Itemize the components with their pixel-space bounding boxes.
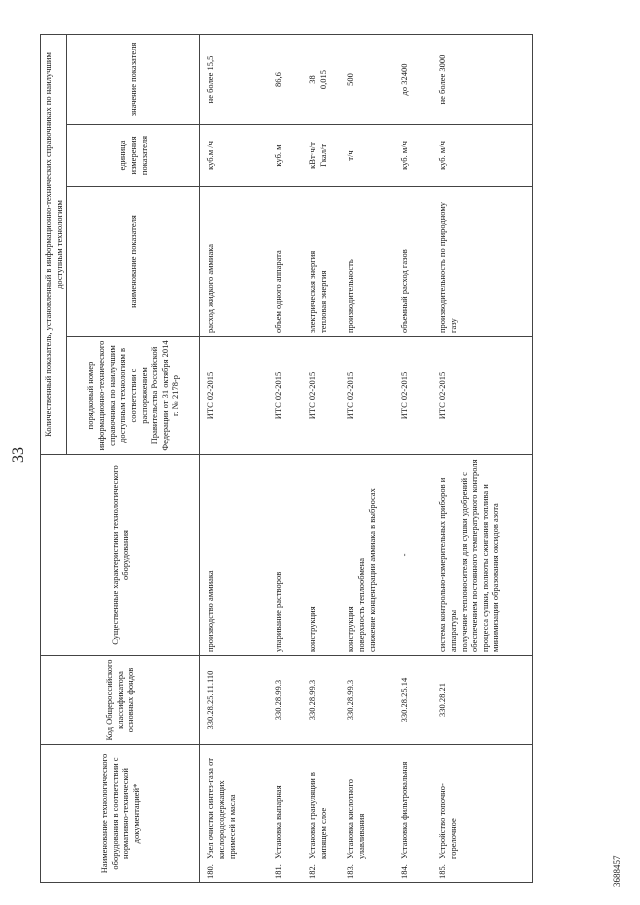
row-number: 181. [273,864,284,879]
indicator-name: электрическая энергия [307,250,318,333]
row-number: 182. [307,864,318,879]
characteristics-cell [340,455,394,656]
equipment-name: Устройство топочно-горелочное [437,783,458,859]
okof-code: 330.28.25.11.110 [200,656,269,745]
okof-code: 330.28.99.3 [268,656,302,745]
unit-cell [268,125,302,187]
row-number: 183. [345,864,356,879]
value-text: 38 [307,75,318,84]
unit-cell [200,125,269,187]
characteristic-text: конструкция [307,606,318,652]
its-number: ИТС 02-2015 [268,337,302,455]
value-cell [268,34,302,124]
document-code: 3688457 [612,855,622,887]
unit-text: кВт·ч/т [307,142,318,169]
header-equipment-name: Наименование технологического оборудования в соответствии с нормативно-технической документацией* [41,745,200,883]
characteristics-cell [268,455,302,656]
value-cell [394,34,432,124]
characteristics-cell [432,455,533,656]
unit-cell [340,125,394,187]
indicator-name: объемный расход газов [399,249,410,333]
equipment-name-cell [268,745,302,883]
characteristics-cell [394,455,432,656]
its-number: ИТС 02-2015 [340,337,394,455]
equipment-name-cell [432,745,533,883]
equipment-name: Установка кислотного улавливания [345,779,366,859]
equipment-name: Установка выпарная [273,785,284,859]
characteristic-text: снижение концентрации аммиака в выбросах [366,488,377,652]
equipment-name: Установка грануляции в кипящем слое [307,772,328,859]
value-text: 500 [345,73,356,86]
equipment-name-cell [394,745,432,883]
characteristic-text: система контрольно-измерительных приборов и аппаратуры [437,477,458,652]
equipment-name: Установка фильтровальная [399,761,410,859]
characteristic-text: поверхность теплообмена [355,557,366,652]
characteristic-text: - [399,553,410,557]
equipment-name-cell [340,745,394,883]
indicator-cell [340,187,394,337]
header-characteristics: Существенные характеристики технологического оборудования [41,455,200,656]
characteristics-cell [200,455,269,656]
equipment-table [40,34,533,883]
row-number: 180. [205,864,216,879]
okof-code: 330.28.21 [432,656,533,745]
unit-text: т/ч [345,150,356,161]
characteristic-text: получение теплоносителя для сушки удобрений с обеспечением постоянного температурного контроля процесса сушки, полноты сжигания топлива и минимизации образования оксидов азота [458,459,501,652]
characteristic-text: упаривание растворов [273,571,284,652]
table-row [432,34,533,882]
value-cell [200,34,269,124]
indicator-cell [200,187,269,337]
row-number: 184. [399,864,410,879]
header-unit: единица измерения показателя [67,125,200,187]
unit-cell [302,125,340,187]
its-number: ИТС 02-2015 [200,337,269,455]
equipment-name-cell [200,745,269,883]
table-row [394,34,432,882]
indicator-cell [268,187,302,337]
unit-cell [432,125,533,187]
unit-text: Гкал/т [317,143,328,168]
page-number: 33 [10,447,27,463]
value-text: не более 3000 [437,54,448,105]
equipment-name-cell [302,745,340,883]
characteristics-cell [302,455,340,656]
unit-text: куб. м/ч [437,141,448,170]
row-number: 185. [437,864,448,879]
unit-text: куб. м [273,144,284,167]
okof-code: 330.28.25.14 [394,656,432,745]
value-text: до 32400 [399,63,410,96]
unit-text: куб. м/ч [399,141,410,170]
indicator-name: производительность [345,259,356,333]
value-cell [302,34,340,124]
header-its-number: порядковый номер информационно-технического справочника по наилучшим доступным технологиям в соответствии с распоряжением Правительства Российской Федерации от 31 октября 2014 г. № 2178-р [67,337,200,455]
indicator-name: тепловая энергия [317,270,328,333]
equipment-name: Узел очистки синтез-газа от кислородсодержащих примесей и масла [205,758,237,859]
indicator-name: производительность по природному газу [437,201,458,333]
table-row [340,34,394,882]
its-number: ИТС 02-2015 [432,337,533,455]
value-text: 0,015 [317,69,328,90]
its-number: ИТС 02-2015 [302,337,340,455]
table-row [268,34,302,882]
unit-cell [394,125,432,187]
indicator-name: объем одного аппарата [273,250,284,333]
characteristic-text: производство аммиака [205,570,216,652]
indicator-cell [432,187,533,337]
indicator-name: расход жидкого аммиака [205,243,216,333]
header-indicator-name: наименование показателя [67,187,200,337]
okof-code: 330.28.99.3 [302,656,340,745]
table-row [200,34,269,882]
indicator-cell [394,187,432,337]
okof-code: 330.28.99.3 [340,656,394,745]
unit-text: куб.м /ч [205,141,216,170]
header-okof-code: Код Общероссийского классификатора основных фондов [41,656,200,745]
its-number: ИТС 02-2015 [394,337,432,455]
table-row [302,34,340,882]
header-quantitative-indicator: Количественный показатель, установленный в информационно-технических справочниках по наилучшим доступным технологиям [41,34,67,454]
value-text: не более 15,5 [205,55,216,104]
value-cell [340,34,394,124]
header-value: значение показателя [67,34,200,124]
value-cell [432,34,533,124]
indicator-cell [302,187,340,337]
value-text: 86,6 [273,72,284,87]
characteristic-text: конструкция [345,606,356,652]
